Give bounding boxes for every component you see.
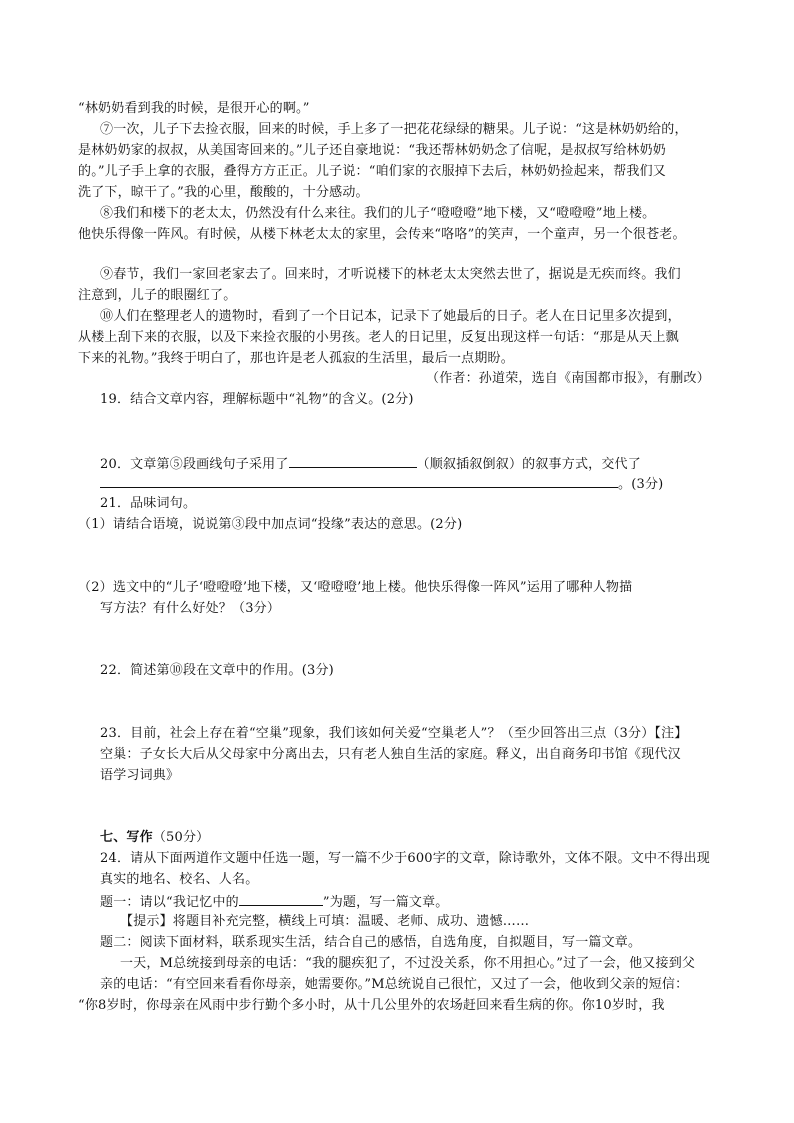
- paragraph-7-line: ⑦一次，儿子下去捡衣服，回来的时候，手上多了一把花花绿绿的糖果。儿子说：“这是林奶奶给的，: [100, 122, 688, 137]
- material-line: “你8岁时，你母亲在风雨中步行勤个多小时，从十几公里外的农场赶回来看生病的你。你10岁时，我: [78, 998, 665, 1013]
- paragraph-8-line: ⑧我们和楼下的老太太，仍然没有什么来往。我们的儿子“噔噔噔”地下楼，又“噔噔噔”地上楼。: [100, 206, 656, 221]
- question-23: 23．目前，社会上存在着“空巢”现象，我们该如何关爱“空巢老人”？（至少回答出三点（3分）【注】: [100, 726, 688, 741]
- topic-one-text: 题一：请以“我记忆中的: [100, 895, 239, 910]
- question-21-2-cont: 写方法？有什么好处？（3分）: [100, 601, 281, 616]
- question-23-note: 空巢：子女长大后从父母家中分离出去，只有老人独自生活的家庭。释义，出自商务印书馆《现代汉: [100, 747, 681, 762]
- paragraph-7-line: 洗了下，晾干了。”我的心里，酸酸的，十分感动。: [78, 185, 369, 200]
- question-19: 19．结合文章内容，理解标题中“礼物”的含义。(2分): [100, 392, 414, 407]
- paragraph-10-line: 从楼上刮下来的衣服，以及下来捡衣服的小男孩。老人的日记里，反复出现这样一句话：“那是从天上飘: [78, 330, 679, 345]
- answer-blank[interactable]: [100, 474, 618, 488]
- title-blank[interactable]: [239, 892, 323, 906]
- question-20-score: 。(3分): [618, 477, 664, 492]
- writing-section-heading: [100, 829, 209, 846]
- question-20-line-1: [100, 454, 641, 473]
- paragraph-line: “林奶奶看到我的时候，是很开心的啊。”: [78, 101, 310, 116]
- material-line: 一天，M总统接到母亲的电话：“我的腿疾犯了，不过没关系，你不用担心。”过了一会，他又接到父: [120, 956, 696, 971]
- question-20-text: 20．文章第⑤段画线句子采用了: [100, 457, 289, 472]
- topic-two: 题二：阅读下面材料，联系现实生活，结合自己的感悟，自选角度，自拟题目，写一篇文章。: [100, 935, 642, 950]
- paragraph-7-line: 的。”儿子手上拿的衣服，叠得方方正正。儿子说：“咱们家的衣服掉下去后，林奶奶捡起来，帮我们又: [78, 164, 666, 179]
- question-20-line-2: [100, 474, 663, 493]
- topic-one: [100, 892, 449, 911]
- paragraph-7-line: 是林奶奶家的叔叔，从美国寄回来的。”儿子还自豪地说：“我还帮林奶奶念了信呢，是叔叔写给林奶奶: [78, 143, 666, 158]
- paragraph-8-line: 他快乐得像一阵风。有时候，从楼下林老太太的家里，会传来“咯咯”的笑声，一个童声，另一个很苍老。: [78, 227, 686, 242]
- question-24-cont: 真实的地名、校名、人名。: [100, 872, 259, 887]
- question-24: 24．请从下面两道作文题中任选一题，写一篇不少于600字的文章，除诗歌外，文体不限。文中不得出现: [100, 851, 710, 866]
- material-line: 亲的电话：“有空回来看看你母亲，她需要你。”M总统说自己很忙，又过了一会，他收到父亲的短信：: [100, 977, 689, 992]
- section-score: （50分）: [152, 830, 210, 845]
- source-note: （作者：孙道荣，选自《南国都市报》，有删改）: [426, 371, 710, 386]
- question-23-note: 语学习词典》: [100, 768, 180, 783]
- question-21-1: （1）请结合语境，说说第③段中加点词“投缘”表达的意思。(2分): [78, 517, 463, 532]
- paragraph-9-line: 注意到，儿子的眼圈红了。: [78, 288, 237, 303]
- paragraph-9-line: ⑨春节，我们一家回老家去了。回来时，才听说楼下的林老太太突然去世了，据说是无疾而终。我们: [100, 267, 681, 282]
- paragraph-10-line: 下来的礼物。”我终于明白了，那也许是老人孤寂的生活里，最后一点期盼。: [78, 351, 514, 366]
- topic-one-text: ”为题，写一篇文章。: [322, 895, 449, 910]
- question-20-text: （顺叙插叙倒叙）的叙事方式，交代了: [416, 457, 641, 472]
- topic-one-tip: 【提示】将题目补充完整，横线上可填：温暖、老师、成功、遗憾……: [120, 914, 530, 929]
- question-22: 22．简述第⑩段在文章中的作用。(3分): [100, 663, 334, 678]
- answer-blank[interactable]: [289, 454, 417, 468]
- section-title: 七、写作: [100, 830, 153, 845]
- paragraph-10-line: ⑩人们在整理老人的遗物时，看到了一个日记本，记录下了她最后的日子。老人在日记里多次提到，: [100, 309, 681, 324]
- question-21-2: （2）选文中的“儿子‘噔噔噔’地下楼，又‘噔噔噔’地上楼。他快乐得像一阵风”运用了哪种人物描: [78, 580, 633, 595]
- question-21: 21．品味词句。: [100, 496, 197, 511]
